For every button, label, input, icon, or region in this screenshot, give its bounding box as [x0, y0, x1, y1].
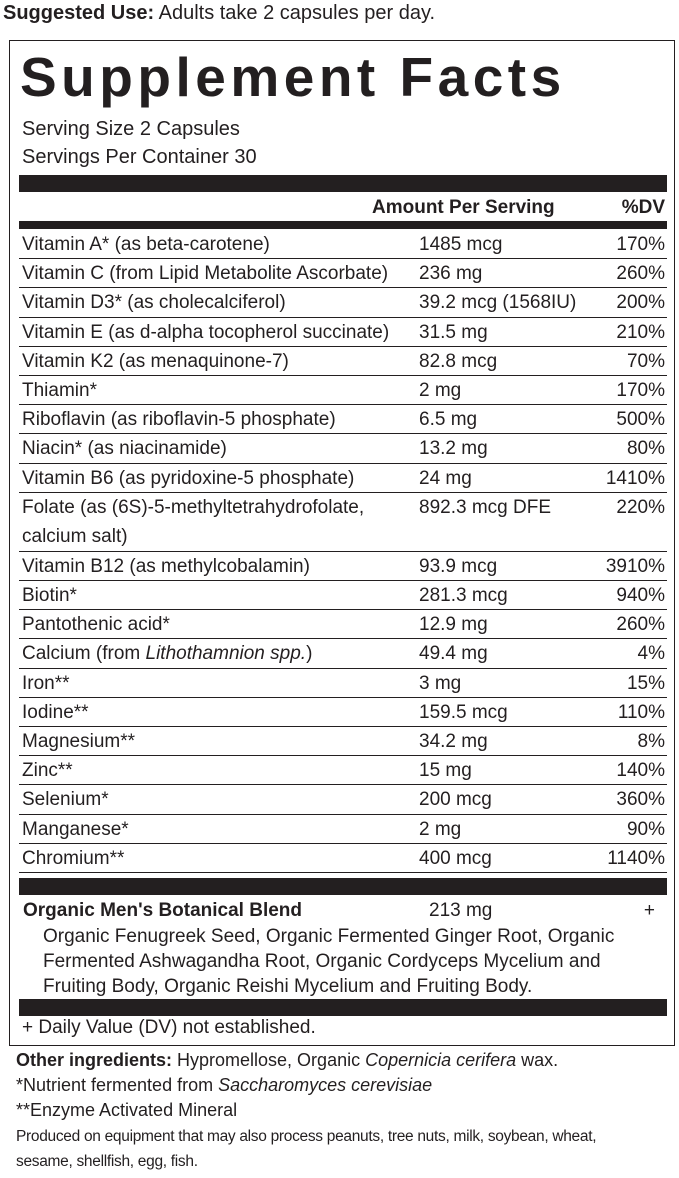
- nutrient-dv: 140%: [616, 760, 665, 782]
- nutrient-name-text: Selenium*: [22, 789, 109, 811]
- servings-per-container: Servings Per Container 30: [22, 146, 257, 168]
- nutrient-name-text: Magnesium**: [22, 731, 135, 752]
- nutrient-amount: 3 mg: [419, 672, 462, 694]
- nutrient-name-text: Vitamin B12 (as methylcobalamin): [22, 555, 310, 577]
- nutrient-amount: 12.9 mg: [419, 614, 488, 636]
- enzyme-note: **Enzyme Activated Mineral: [16, 1100, 238, 1120]
- nutrient-dv: 170%: [616, 380, 665, 401]
- nutrient-name-text: Thiamin*: [22, 380, 97, 401]
- nutrient-amount: 400 mcg: [419, 847, 492, 869]
- nutrient-name-text: Niacin* (as niacinamide): [22, 438, 227, 460]
- nutrient-name-italic: Lithothamnion spp.: [145, 643, 307, 665]
- nutrient-name-end: ): [306, 643, 313, 665]
- nutrient-name-text: Vitamin A* (as beta-carotene): [22, 234, 270, 255]
- nutrient-dv: 170%: [616, 234, 665, 255]
- column-header: [19, 195, 667, 221]
- nutrient-name: [22, 464, 354, 493]
- nutrient-dv: 8%: [637, 731, 665, 752]
- nutrient-name-text: Vitamin C (from Lipid Metabolite Ascorbate): [22, 263, 389, 285]
- table-row: [19, 259, 667, 288]
- nutrient-name: [22, 698, 89, 727]
- nutrient-name: [22, 493, 402, 551]
- nutrient-dv: 1140%: [607, 847, 665, 869]
- fermented-note: [16, 1075, 432, 1096]
- nutrient-name: [22, 785, 109, 814]
- nutrient-amount: 6.5 mg: [419, 409, 478, 431]
- nutrient-name-text: Iodine**: [22, 701, 89, 723]
- table-row: [19, 844, 667, 873]
- table-row: [19, 288, 667, 317]
- nutrient-dv: 80%: [626, 438, 665, 460]
- table-row: [19, 669, 667, 698]
- nutrient-name: [22, 288, 286, 317]
- nutrient-amount: 281.3 mcg: [419, 585, 508, 606]
- nutrient-amount: 82.8 mcg: [419, 350, 498, 372]
- nutrient-name-text: Pantothenic acid*: [22, 614, 170, 636]
- allergen-line-1: Produced on equipment that may also process peanuts, tree nuts, milk, soybean, wheat,: [16, 1128, 597, 1145]
- table-row: [19, 376, 667, 405]
- nutrient-amount: 31.5 mg: [419, 321, 488, 343]
- table-row: [19, 230, 667, 259]
- blend-dv: +: [643, 900, 655, 921]
- table-row: [19, 639, 667, 668]
- panel-title: Supplement Facts: [20, 46, 566, 108]
- table-row: [19, 464, 667, 493]
- nutrient-dv: 260%: [616, 614, 665, 636]
- nutrient-name-text: Folate (as (6S)-5-methyltetrahydrofolate, calcium salt): [22, 496, 365, 547]
- column-amount: Amount Per Serving: [372, 197, 555, 218]
- suggested-use-text: Adults take 2 capsules per day.: [154, 2, 436, 24]
- nutrient-amount: 2 mg: [419, 818, 462, 840]
- nutrient-name-text: Riboflavin (as riboflavin-5 phosphate): [22, 409, 336, 431]
- table-row: [19, 493, 667, 552]
- nutrient-name-text: Vitamin K2 (as menaquinone-7): [22, 350, 289, 372]
- nutrient-amount: 24 mg: [419, 467, 472, 489]
- nutrient-dv: 200%: [616, 292, 665, 314]
- nutrient-dv: 260%: [616, 263, 665, 285]
- nutrient-name: [22, 259, 388, 288]
- nutrient-name-text: Vitamin B6 (as pyridoxine-5 phosphate): [22, 467, 355, 489]
- blend-amount: 213 mg: [429, 900, 493, 921]
- nutrient-amount: 93.9 mcg: [419, 555, 498, 577]
- nutrient-dv: 15%: [626, 672, 665, 694]
- table-row: [19, 581, 667, 610]
- table-row: [19, 552, 667, 581]
- nutrient-amount: 236 mg: [419, 263, 483, 285]
- nutrient-amount: 15 mg: [419, 760, 472, 782]
- nutrient-amount: 49.4 mg: [419, 643, 488, 665]
- nutrient-name: [22, 844, 124, 873]
- table-row: [19, 347, 667, 376]
- thick-rule-header: [19, 221, 667, 229]
- suggested-use-label: Suggested Use:: [3, 2, 155, 24]
- supplement-facts-panel: [9, 40, 675, 1046]
- nutrient-name-text: Calcium (from: [22, 643, 146, 665]
- table-row: [19, 756, 667, 785]
- blend-name: Organic Men's Botanical Blend: [23, 900, 303, 921]
- table-row: [19, 318, 667, 347]
- other-ingredients-italic: Copernicia cerifera: [365, 1050, 517, 1070]
- nutrient-amount: 39.2 mcg (1568IU): [419, 292, 577, 314]
- fermented-note-italic: Saccharomyces cerevisiae: [218, 1075, 433, 1095]
- nutrient-name: [22, 230, 270, 259]
- nutrient-name: [22, 552, 310, 581]
- blend-ingredients: Organic Fenugreek Seed, Organic Fermented Ginger Root, Organic Fermented Ashwagandha Root, Organic Cordyceps Mycelium and Fruiting Body, Organic Reishi Mycelium and Fruiting Body.: [43, 926, 615, 997]
- nutrient-name: [22, 581, 77, 610]
- nutrient-name: [22, 639, 312, 668]
- table-row: [19, 405, 667, 434]
- nutrient-dv: 70%: [626, 350, 665, 372]
- fermented-note-text: *Nutrient fermented from: [16, 1075, 219, 1095]
- table-row: [19, 610, 667, 639]
- nutrient-name-text: Vitamin E (as d-alpha tocopherol succinate): [22, 321, 390, 343]
- nutrient-name-text: Vitamin D3* (as cholecalciferol): [22, 292, 286, 314]
- nutrient-dv: 360%: [616, 789, 665, 811]
- nutrient-name: [22, 318, 389, 347]
- nutrient-dv: 210%: [616, 321, 665, 343]
- thick-rule-top: [19, 175, 667, 192]
- nutrient-name: [22, 815, 129, 844]
- nutrient-dv: 1410%: [605, 467, 665, 489]
- nutrient-dv: 110%: [617, 701, 665, 723]
- suggested-use: [3, 2, 435, 25]
- nutrient-name: [22, 405, 336, 434]
- thick-rule-mid: [19, 878, 667, 895]
- other-ingredients-text: Hypromellose, Organic: [172, 1050, 366, 1070]
- nutrient-amount: 34.2 mg: [419, 731, 488, 752]
- nutrient-dv: 940%: [616, 585, 665, 606]
- nutrient-amount: 13.2 mg: [419, 438, 488, 460]
- nutrient-name-text: Chromium**: [22, 847, 125, 869]
- nutrient-dv: 500%: [616, 409, 665, 431]
- nutrient-name-text: Biotin*: [22, 585, 77, 606]
- nutrient-dv: 90%: [626, 818, 665, 840]
- serving-size: Serving Size 2 Capsules: [22, 118, 240, 140]
- nutrient-amount: 200 mcg: [419, 789, 492, 811]
- nutrient-name: [22, 669, 70, 698]
- column-dv: %DV: [621, 197, 665, 218]
- table-row: [19, 698, 667, 727]
- nutrient-amount: 2 mg: [419, 380, 462, 401]
- nutrient-dv: 220%: [616, 496, 665, 518]
- nutrient-name: [22, 434, 227, 463]
- nutrient-amount: 1485 mcg: [419, 234, 503, 255]
- nutrient-name-text: Zinc**: [22, 760, 73, 782]
- table-row: [19, 434, 667, 463]
- table-row: [19, 815, 667, 844]
- nutrient-name-text: Manganese*: [22, 818, 129, 840]
- dv-footnote: + Daily Value (DV) not established.: [22, 1017, 316, 1038]
- thick-rule-bottom: [19, 999, 667, 1016]
- nutrient-dv: 4%: [637, 643, 665, 665]
- nutrient-name-text: Iron**: [22, 672, 70, 694]
- nutrient-amount: 159.5 mcg: [419, 701, 508, 723]
- nutrient-name: [22, 756, 73, 785]
- allergen-line-2: sesame, shellfish, egg, fish.: [16, 1153, 198, 1170]
- nutrient-name: [22, 610, 170, 639]
- other-ingredients-label: Other ingredients:: [16, 1050, 173, 1070]
- nutrient-dv: 3910%: [605, 555, 665, 577]
- nutrient-name: [22, 376, 97, 405]
- nutrient-name: [22, 347, 289, 376]
- table-row: [19, 727, 667, 756]
- nutrient-amount: 892.3 mcg DFE: [419, 496, 551, 518]
- table-row: [19, 785, 667, 814]
- nutrient-name: [22, 727, 135, 756]
- other-ingredients-end: wax.: [516, 1050, 559, 1070]
- other-ingredients: [16, 1050, 558, 1071]
